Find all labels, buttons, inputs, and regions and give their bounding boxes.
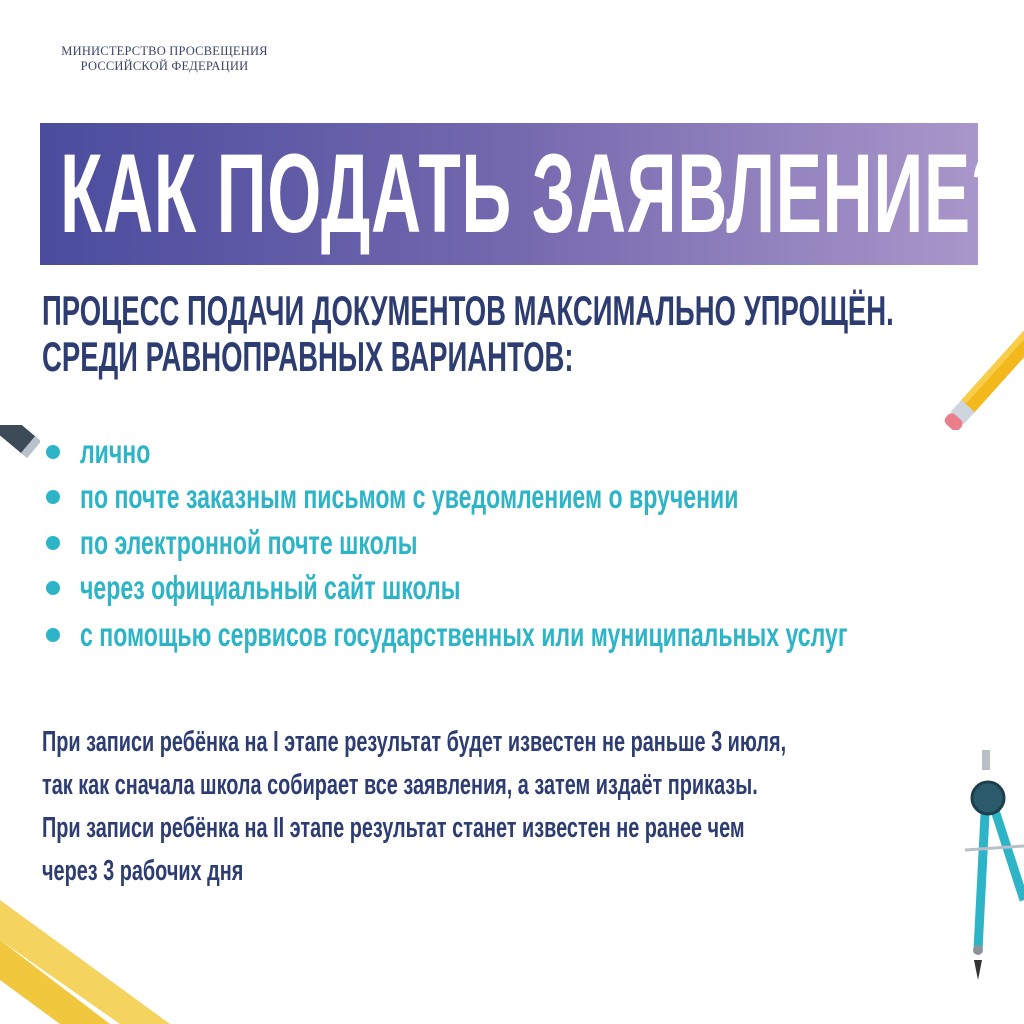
ministry-line-2: РОССИЙСКОЙ ФЕДЕРАЦИИ <box>80 59 249 73</box>
page-title: КАК ПОДАТЬ ЗАЯВЛЕНИЕ? <box>60 131 1014 256</box>
list-item-text: через официальный сайт школы <box>80 569 461 606</box>
note-line-1: При записи ребёнка на I этапе результат будет известен не раньше 3 июля, <box>42 726 787 758</box>
compass-icon <box>960 750 1024 990</box>
bullet-icon <box>46 445 60 459</box>
list-item <box>46 434 181 470</box>
list-item <box>46 570 623 606</box>
list-item-text: лично <box>80 433 151 470</box>
lead-line-1: ПРОЦЕСС ПОДАЧИ ДОКУМЕНТОВ МАКСИМАЛЬНО УПРОЩЁН. <box>42 287 894 334</box>
note-line-3: При записи ребёнка на II этапе результат станет известен не ранее чем <box>42 812 745 844</box>
lead-line-2: СРЕДИ РАВНОПРАВНЫХ ВАРИАНТОВ: <box>42 333 574 380</box>
list-item <box>46 525 562 561</box>
bullet-icon <box>46 490 60 504</box>
note-line-2: так как сначала школа собирает все заявления, а затем издаёт приказы. <box>42 769 758 801</box>
list-item <box>46 617 1024 653</box>
ministry-line-1: МИНИСТЕРСТВО ПРОСВЕЩЕНИЯ <box>61 44 268 58</box>
bullet-icon <box>46 628 60 642</box>
marker-icon <box>0 425 40 490</box>
list-item <box>46 479 1021 515</box>
bullet-icon <box>46 581 60 595</box>
list-item-text: по почте заказным письмом с уведомлением о вручении <box>80 478 739 515</box>
list-item-text: по электронной почте школы <box>80 524 418 561</box>
note-line-4: через 3 рабочих дня <box>42 855 244 887</box>
ministry-logo-text <box>52 44 277 74</box>
bullet-icon <box>46 536 60 550</box>
list-item-text: с помощью сервисов государственных или муниципальных услуг <box>80 616 848 653</box>
ruler-icon <box>0 900 170 1024</box>
pencil-icon <box>940 330 1024 430</box>
